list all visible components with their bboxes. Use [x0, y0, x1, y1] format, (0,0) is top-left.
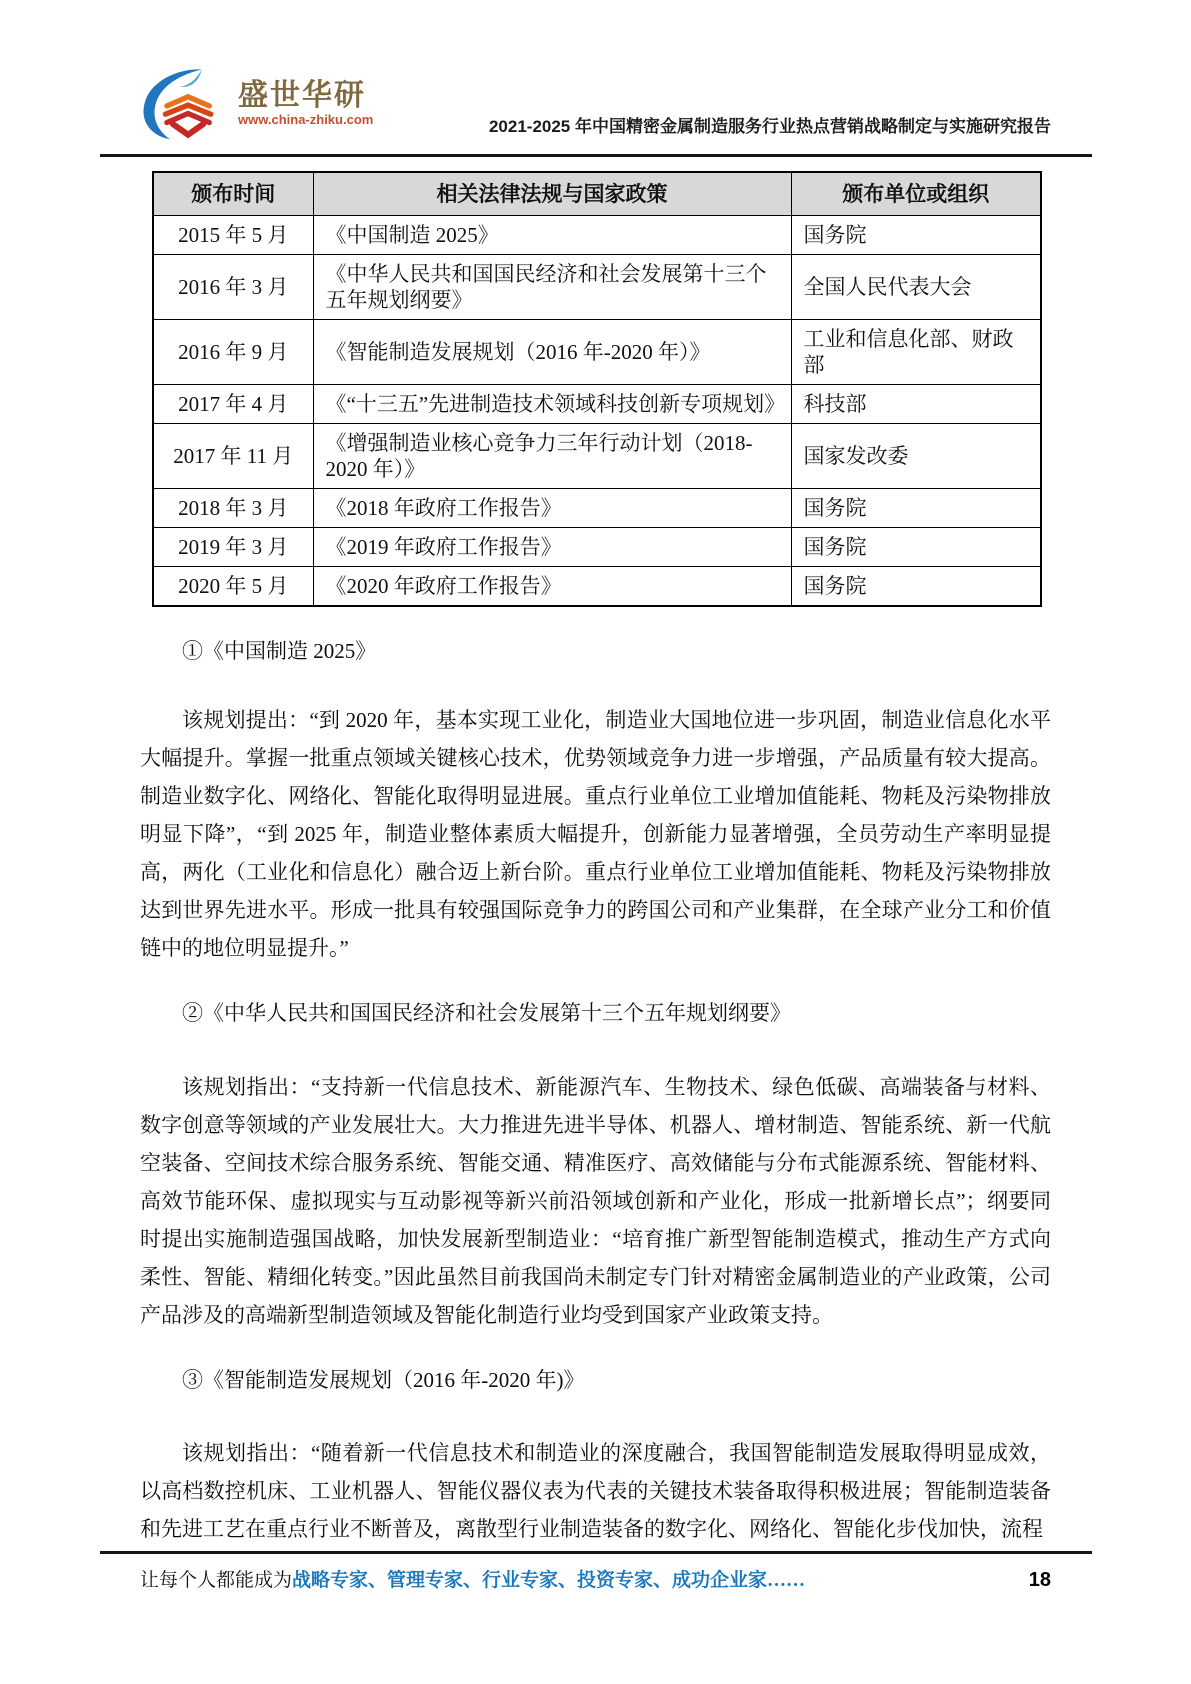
cell-publish-org: 工业和信息化部、财政部	[791, 320, 1041, 385]
policy-table-row	[153, 385, 1041, 424]
cell-publish-date: 2016 年 9 月	[153, 320, 313, 385]
cell-publish-date: 2015 年 5 月	[153, 216, 313, 255]
section-paragraph-2: 该规划指出：“支持新一代信息技术、新能源汽车、生物技术、绿色低碳、高端装备与材料、数字创意等领域的产业发展壮大。大力推进先进半导体、机器人、增材制造、智能系统、新一代航空装备、空间技术综合服务系统、智能交通、精准医疗、高效储能与分布式能源系统、智能材料、高效节能环保、虚拟现实与互动影视等新兴前沿领域创新和产业化，形成一批新增长点”；纲要同时提出实施制造强国战略，加快发展新型制造业：“培育推广新型智能制造模式，推动生产方式向柔性、智能、精细化转变。”因此虽然目前我国尚未制定专门针对精密金属制造业的产业政策，公司产品涉及的高端新型制造领域及智能化制造行业均受到国家产业政策支持。	[140, 1075, 1051, 1327]
cell-publish-date: 2018 年 3 月	[153, 489, 313, 528]
footer-divider	[100, 1551, 1092, 1554]
footer-slogan-highlight: 战略专家、管理专家、行业专家、投资专家、成功企业家……	[292, 1570, 806, 1591]
section-heading-2: ②《中华人民共和国国民经济和社会发展第十三个五年规划纲要》	[182, 1001, 791, 1025]
cell-publish-org: 科技部	[791, 385, 1041, 424]
policy-table-row	[153, 255, 1041, 320]
col-header-publish-date: 颁布时间	[153, 172, 313, 216]
cell-publish-org: 国务院	[791, 489, 1041, 528]
policy-table-body	[153, 216, 1041, 607]
cell-law-policy: 《2019 年政府工作报告》	[313, 528, 791, 567]
company-logo	[136, 68, 373, 140]
policy-table-row	[153, 567, 1041, 607]
page-number: 18	[1028, 1569, 1051, 1591]
cell-publish-date: 2019 年 3 月	[153, 528, 313, 567]
cell-law-policy: 《2020 年政府工作报告》	[313, 567, 791, 607]
cell-law-policy: 《中国制造 2025》	[313, 216, 791, 255]
cell-publish-org: 国务院	[791, 528, 1041, 567]
policy-table-row	[153, 489, 1041, 528]
footer-slogan-prefix: 让每个人都能成为	[140, 1570, 293, 1591]
section-heading-3: ③《智能制造发展规划（2016 年-2020 年)》	[182, 1368, 585, 1392]
section-paragraph-3: 该规划指出：“随着新一代信息技术和制造业的深度融合，我国智能制造发展取得明显成效，以高档数控机床、工业机器人、智能仪器仪表为代表的关键技术装备取得积极进展；智能制造装备和先进工艺在重点行业不断普及，离散型行业制造装备的数字化、网络化、智能化步伐加快，流程	[140, 1441, 1051, 1541]
cell-law-policy: 《智能制造发展规划（2016 年-2020 年）》	[313, 320, 791, 385]
cell-publish-org: 国家发改委	[791, 424, 1041, 489]
cell-publish-date: 2016 年 3 月	[153, 255, 313, 320]
cell-publish-date: 2020 年 5 月	[153, 567, 313, 607]
policy-table-row	[153, 216, 1041, 255]
header-divider	[100, 154, 1092, 157]
policy-table	[152, 171, 1042, 607]
section-paragraph-1: 该规划提出：“到 2020 年，基本实现工业化，制造业大国地位进一步巩固，制造业信息化水平大幅提升。掌握一批重点领域关键核心技术，优势领域竞争力进一步增强，产品质量有较大提高。制造业数字化、网络化、智能化取得明显进展。重点行业单位工业增加值能耗、物耗及污染物排放明显下降”，“到 2025 年，制造业整体素质大幅提升，创新能力显著增强，全员劳动生产率明显提高，两化（工业化和信息化）融合迈上新台阶。重点行业单位工业增加值能耗、物耗及污染物排放达到世界先进水平。形成一批具有较强国际竞争力的跨国公司和产业集群，在全球产业分工和价值链中的地位明显提升。”	[140, 708, 1051, 960]
cell-publish-org: 全国人民代表大会	[791, 255, 1041, 320]
page-footer	[140, 1565, 1051, 1592]
cell-law-policy: 《2018 年政府工作报告》	[313, 489, 791, 528]
logo-company-name: 盛世华研	[238, 79, 366, 112]
logo-text-block	[238, 80, 373, 128]
section-heading-1: ①《中国制造 2025》	[182, 639, 377, 663]
cell-law-policy: 《“十三五”先进制造技术领域科技创新专项规划》	[313, 385, 791, 424]
col-header-law-policy: 相关法律法规与国家政策	[313, 172, 791, 216]
cell-law-policy: 《中华人民共和国国民经济和社会发展第十三个五年规划纲要》	[313, 255, 791, 320]
cell-publish-org: 国务院	[791, 567, 1041, 607]
cell-publish-date: 2017 年 4 月	[153, 385, 313, 424]
report-title: 2021-2025 年中国精密金属制造服务行业热点营销战略制定与实施研究报告	[488, 117, 1051, 136]
cell-publish-org: 国务院	[791, 216, 1041, 255]
policy-table-row	[153, 320, 1041, 385]
cell-law-policy: 《增强制造业核心竞争力三年行动计划（2018-2020 年）》	[313, 424, 791, 489]
cell-publish-date: 2017 年 11 月	[153, 424, 313, 489]
policy-table-header-row	[153, 172, 1041, 216]
logo-website-url: www.china-zhiku.com	[238, 112, 374, 127]
logo-swoosh-book-icon	[136, 68, 228, 140]
policy-table-row	[153, 424, 1041, 489]
col-header-publish-org: 颁布单位或组织	[791, 172, 1041, 216]
policy-table-row	[153, 528, 1041, 567]
footer-slogan	[140, 1565, 805, 1592]
